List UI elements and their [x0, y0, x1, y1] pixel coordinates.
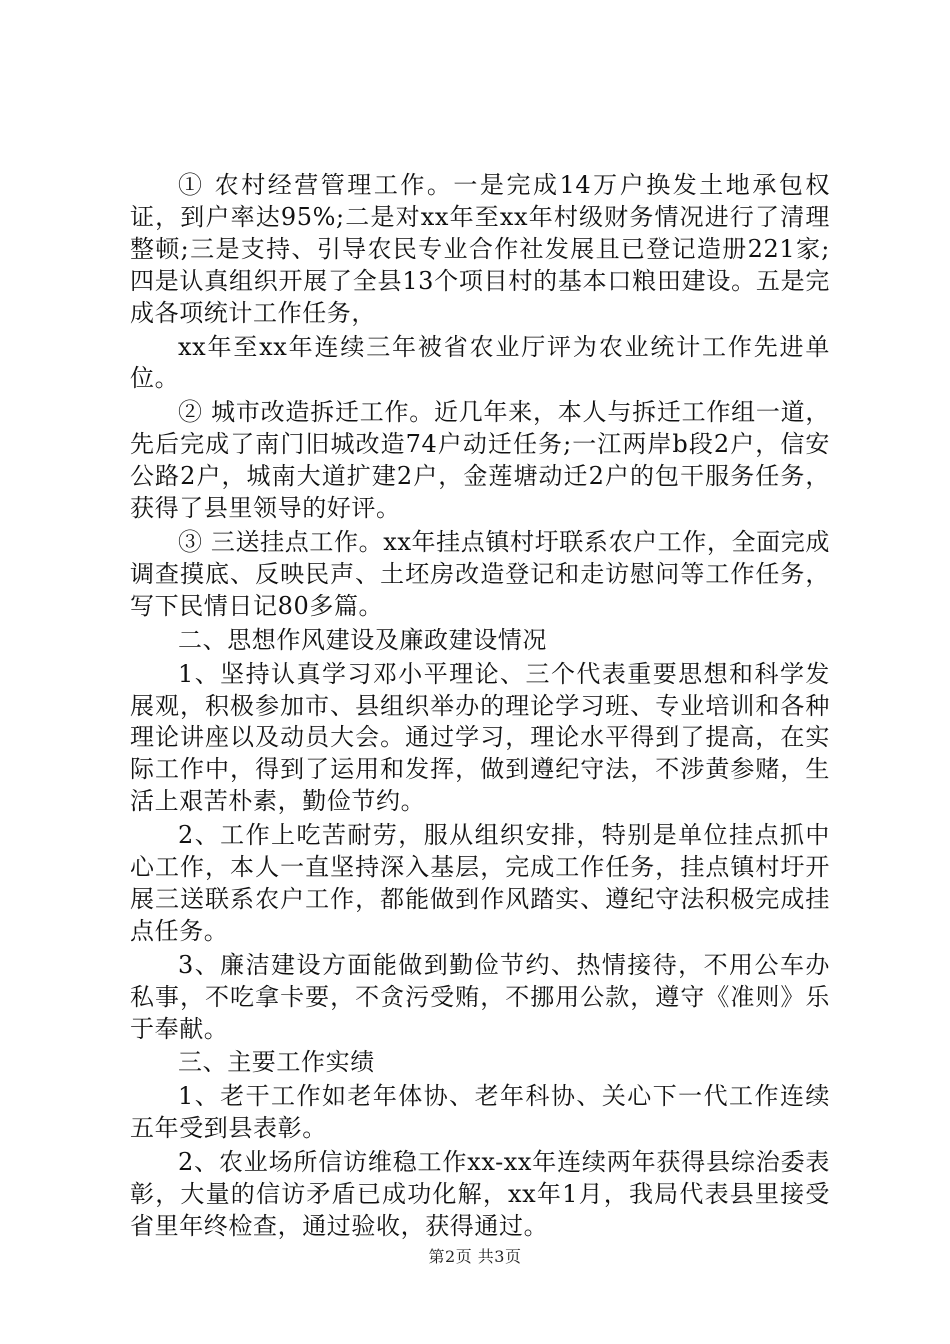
paragraph-hard-work: 2、工作上吃苦耐劳，服从组织安排，特别是单位挂点抓中心工作，本人一直坚持深入基层，完成工作任务，挂点镇村圩开展三送联系农户工作，都能做到作风踏实、遵纪守法积极完成挂点任务。	[130, 821, 830, 945]
paragraph-petition-work: 2、农业场所信访维稳工作xx-xx年连续两年获得县综治委表彰，大量的信访矛盾已成功化解，xx年1月，我局代表县里接受省里年终检查，通过验收，获得通过。	[130, 1148, 830, 1240]
paragraph-study-theory: 1、坚持认真学习邓小平理论、三个代表重要思想和科学发展观，积极参加市、县组织举办的理论学习班、专业培训和各种理论讲座以及动员大会。通过学习，理论水平得到了提高，在实际工作中，得到了运用和发挥，做到遵纪守法，不涉黄参赌，生活上艰苦朴素，勤俭节约。	[130, 659, 830, 816]
paragraph-urban-demolition: ② 城市改造拆迁工作。近几年来，本人与拆迁工作组一道，先后完成了南门旧城改造74户动迁任务;一江两岸b段2户，信安公路2户，城南大道扩建2户，金莲塘动迁2户的包干服务任务，获得了县里领导的好评。	[130, 398, 830, 523]
paragraph-three-send: ③ 三送挂点工作。xx年挂点镇村圩联系农户工作，全面完成调查摸底、反映民声、土坯房改造登记和走访慰问等工作任务，写下民情日记80多篇。	[130, 527, 830, 620]
paragraph-integrity: 3、廉洁建设方面能做到勤俭节约、热情接待，不用公车办私事，不吃拿卡要，不贪污受贿，不挪用公款，遵守《准则》乐于奉献。	[130, 950, 830, 1043]
paragraph-veteran-work: 1、老干工作如老年体协、老年科协、关心下一代工作连续五年受到县表彰。	[130, 1082, 830, 1143]
section-heading-achievements: 三、主要工作实绩	[178, 1048, 375, 1077]
paragraph-statistics-award: xx年至xx年连续三年被省农业厅评为农业统计工作先进单位。	[130, 332, 830, 393]
document-body	[130, 170, 830, 1245]
page-number-footer: 第2页 共3页	[428, 1247, 522, 1266]
section-heading-ideology: 二、思想作风建设及廉政建设情况	[178, 625, 547, 654]
paragraph-rural-management: ① 农村经营管理工作。一是完成14万户换发土地承包权证，到户率达95%;二是对xx年至xx年村级财务情况进行了清理整顿;三是支持、引导农民专业合作社发展且已登记造册221家;四是认真组织开展了全县13个项目村的基本口粮田建设。五是完成各项统计工作任务，	[130, 171, 830, 327]
